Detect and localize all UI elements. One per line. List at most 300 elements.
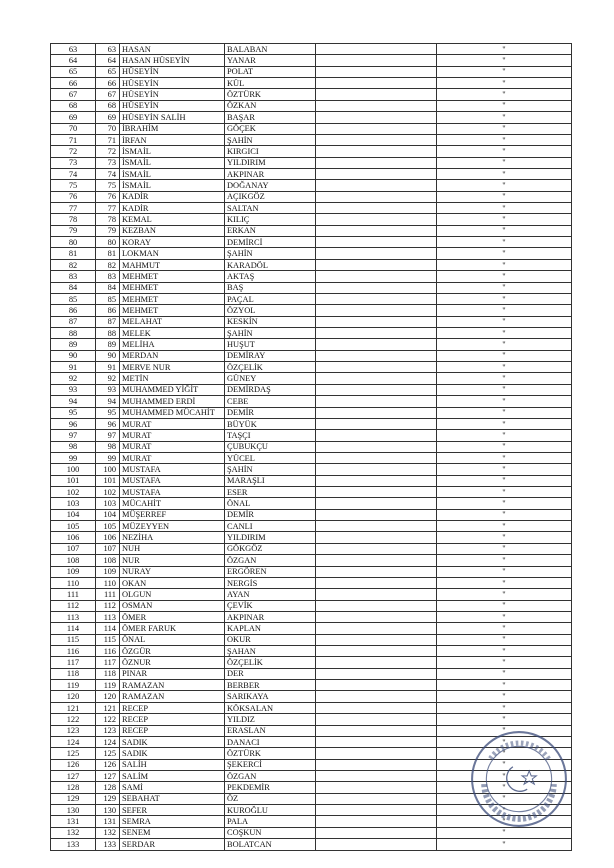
first-name-cell: MURAT bbox=[120, 418, 225, 429]
last-name-cell: YILDIZ bbox=[225, 714, 316, 725]
blank-cell bbox=[316, 384, 437, 395]
blank-cell bbox=[316, 521, 437, 532]
row-sub-number: 71 bbox=[96, 134, 120, 145]
ditto-mark-cell: " bbox=[437, 839, 572, 850]
table-row bbox=[51, 839, 572, 850]
ditto-mark-cell: " bbox=[437, 100, 572, 111]
ditto-mark-cell: " bbox=[437, 623, 572, 634]
blank-cell bbox=[316, 407, 437, 418]
row-sub-number: 114 bbox=[96, 623, 120, 634]
row-number: 118 bbox=[51, 668, 96, 679]
first-name-cell: OLGUN bbox=[120, 589, 225, 600]
row-sub-number: 74 bbox=[96, 168, 120, 179]
ditto-mark-cell: " bbox=[437, 89, 572, 100]
blank-cell bbox=[316, 146, 437, 157]
first-name-cell: SAMİ bbox=[120, 782, 225, 793]
last-name-cell: GÖÇEK bbox=[225, 123, 316, 134]
blank-cell bbox=[316, 464, 437, 475]
table-row bbox=[51, 464, 572, 475]
last-name-cell: DEMİRCİ bbox=[225, 237, 316, 248]
first-name-cell: RAMAZAN bbox=[120, 680, 225, 691]
first-name-cell: NUH bbox=[120, 543, 225, 554]
row-number: 96 bbox=[51, 418, 96, 429]
blank-cell bbox=[316, 452, 437, 463]
ditto-mark-cell: " bbox=[437, 78, 572, 89]
first-name-cell: İBRAHİM bbox=[120, 123, 225, 134]
blank-cell bbox=[316, 157, 437, 168]
table-body bbox=[51, 44, 572, 851]
last-name-cell: DEMİRDAŞ bbox=[225, 384, 316, 395]
ditto-mark-cell: " bbox=[437, 123, 572, 134]
blank-cell bbox=[316, 566, 437, 577]
blank-cell bbox=[316, 55, 437, 66]
table-row bbox=[51, 339, 572, 350]
table-row bbox=[51, 816, 572, 827]
ditto-mark-cell: " bbox=[437, 282, 572, 293]
row-number: 128 bbox=[51, 782, 96, 793]
ditto-mark-cell: " bbox=[437, 203, 572, 214]
table-row bbox=[51, 509, 572, 520]
first-name-cell: MELEK bbox=[120, 327, 225, 338]
ditto-mark-cell: " bbox=[437, 146, 572, 157]
first-name-cell: MUHAMMED MÜCAHİT bbox=[120, 407, 225, 418]
row-sub-number: 90 bbox=[96, 350, 120, 361]
row-sub-number: 116 bbox=[96, 646, 120, 657]
last-name-cell: BAŞ bbox=[225, 282, 316, 293]
row-number: 70 bbox=[51, 123, 96, 134]
ditto-mark-cell: " bbox=[437, 384, 572, 395]
table-row bbox=[51, 577, 572, 588]
blank-cell bbox=[316, 373, 437, 384]
blank-cell bbox=[316, 702, 437, 713]
row-number: 129 bbox=[51, 793, 96, 804]
first-name-cell: MELAHAT bbox=[120, 316, 225, 327]
row-sub-number: 83 bbox=[96, 271, 120, 282]
table-row bbox=[51, 157, 572, 168]
ditto-mark-cell: " bbox=[437, 112, 572, 123]
ditto-mark-cell: " bbox=[437, 657, 572, 668]
row-sub-number: 119 bbox=[96, 680, 120, 691]
ditto-mark-cell: " bbox=[437, 441, 572, 452]
ditto-mark-cell: " bbox=[437, 180, 572, 191]
row-number: 69 bbox=[51, 112, 96, 123]
first-name-cell: NURAY bbox=[120, 566, 225, 577]
last-name-cell: KAPLAN bbox=[225, 623, 316, 634]
blank-cell bbox=[316, 66, 437, 77]
row-number: 66 bbox=[51, 78, 96, 89]
first-name-cell: MURAT bbox=[120, 452, 225, 463]
table-row bbox=[51, 532, 572, 543]
table-row bbox=[51, 487, 572, 498]
first-name-cell: HÜSEYİN bbox=[120, 78, 225, 89]
last-name-cell: ÖZÇELİK bbox=[225, 657, 316, 668]
last-name-cell: KUROĞLU bbox=[225, 805, 316, 816]
ditto-mark-cell: " bbox=[437, 396, 572, 407]
row-number: 67 bbox=[51, 89, 96, 100]
row-sub-number: 73 bbox=[96, 157, 120, 168]
row-number: 98 bbox=[51, 441, 96, 452]
row-sub-number: 86 bbox=[96, 305, 120, 316]
last-name-cell: YILDIRIM bbox=[225, 157, 316, 168]
last-name-cell: AKPINAR bbox=[225, 168, 316, 179]
table-row bbox=[51, 396, 572, 407]
row-number: 80 bbox=[51, 237, 96, 248]
row-number: 87 bbox=[51, 316, 96, 327]
table-row bbox=[51, 112, 572, 123]
ditto-mark-cell: " bbox=[437, 362, 572, 373]
table-row bbox=[51, 691, 572, 702]
ditto-mark-cell: " bbox=[437, 191, 572, 202]
last-name-cell: DEMİRAY bbox=[225, 350, 316, 361]
blank-cell bbox=[316, 248, 437, 259]
table-row bbox=[51, 600, 572, 611]
first-name-cell: HASAN HÜSEYİN bbox=[120, 55, 225, 66]
row-sub-number: 127 bbox=[96, 771, 120, 782]
last-name-cell: MARAŞLI bbox=[225, 475, 316, 486]
last-name-cell: TAŞÇI bbox=[225, 430, 316, 441]
ditto-mark-cell: " bbox=[437, 430, 572, 441]
last-name-cell: ÇEVİK bbox=[225, 600, 316, 611]
table-row bbox=[51, 657, 572, 668]
row-sub-number: 124 bbox=[96, 736, 120, 747]
row-sub-number: 117 bbox=[96, 657, 120, 668]
table-row bbox=[51, 373, 572, 384]
table-row bbox=[51, 203, 572, 214]
last-name-cell: AKPINAR bbox=[225, 611, 316, 622]
row-number: 132 bbox=[51, 827, 96, 838]
blank-cell bbox=[316, 543, 437, 554]
row-sub-number: 108 bbox=[96, 555, 120, 566]
ditto-mark-cell: " bbox=[437, 487, 572, 498]
ditto-mark-cell: " bbox=[437, 407, 572, 418]
table-row bbox=[51, 521, 572, 532]
table-row bbox=[51, 714, 572, 725]
ditto-mark-cell: " bbox=[437, 748, 572, 759]
blank-cell bbox=[316, 191, 437, 202]
blank-cell bbox=[316, 430, 437, 441]
table-row bbox=[51, 475, 572, 486]
table-row bbox=[51, 555, 572, 566]
blank-cell bbox=[316, 725, 437, 736]
last-name-cell: NERGİS bbox=[225, 577, 316, 588]
table-row bbox=[51, 805, 572, 816]
first-name-cell: SALİM bbox=[120, 771, 225, 782]
table-row bbox=[51, 543, 572, 554]
row-number: 90 bbox=[51, 350, 96, 361]
row-sub-number: 113 bbox=[96, 611, 120, 622]
table-row bbox=[51, 66, 572, 77]
first-name-cell: MÜZEYYEN bbox=[120, 521, 225, 532]
row-number: 65 bbox=[51, 66, 96, 77]
last-name-cell: ERASLAN bbox=[225, 725, 316, 736]
first-name-cell: OKAN bbox=[120, 577, 225, 588]
table-row bbox=[51, 418, 572, 429]
blank-cell bbox=[316, 748, 437, 759]
first-name-cell: ÖZNUR bbox=[120, 657, 225, 668]
ditto-mark-cell: " bbox=[437, 759, 572, 770]
row-sub-number: 106 bbox=[96, 532, 120, 543]
last-name-cell: ÖZGAN bbox=[225, 771, 316, 782]
ditto-mark-cell: " bbox=[437, 736, 572, 747]
blank-cell bbox=[316, 180, 437, 191]
blank-cell bbox=[316, 577, 437, 588]
row-number: 123 bbox=[51, 725, 96, 736]
ditto-mark-cell: " bbox=[437, 680, 572, 691]
row-number: 121 bbox=[51, 702, 96, 713]
last-name-cell: ÖZTÜRK bbox=[225, 89, 316, 100]
first-name-cell: MERVE NUR bbox=[120, 362, 225, 373]
ditto-mark-cell: " bbox=[437, 339, 572, 350]
row-sub-number: 78 bbox=[96, 214, 120, 225]
ditto-mark-cell: " bbox=[437, 555, 572, 566]
blank-cell bbox=[316, 816, 437, 827]
ditto-mark-cell: " bbox=[437, 214, 572, 225]
row-number: 131 bbox=[51, 816, 96, 827]
first-name-cell: MEHMET bbox=[120, 282, 225, 293]
last-name-cell: SARIKAYA bbox=[225, 691, 316, 702]
ditto-mark-cell: " bbox=[437, 259, 572, 270]
ditto-mark-cell: " bbox=[437, 532, 572, 543]
row-number: 78 bbox=[51, 214, 96, 225]
table-row bbox=[51, 89, 572, 100]
blank-cell bbox=[316, 396, 437, 407]
row-sub-number: 63 bbox=[96, 44, 120, 55]
ditto-mark-cell: " bbox=[437, 498, 572, 509]
row-sub-number: 110 bbox=[96, 577, 120, 588]
blank-cell bbox=[316, 100, 437, 111]
ditto-mark-cell: " bbox=[437, 691, 572, 702]
blank-cell bbox=[316, 600, 437, 611]
blank-cell bbox=[316, 657, 437, 668]
last-name-cell: KIRGICI bbox=[225, 146, 316, 157]
row-number: 116 bbox=[51, 646, 96, 657]
first-name-cell: MUSTAFA bbox=[120, 487, 225, 498]
blank-cell bbox=[316, 123, 437, 134]
blank-cell bbox=[316, 441, 437, 452]
blank-cell bbox=[316, 214, 437, 225]
row-number: 84 bbox=[51, 282, 96, 293]
row-sub-number: 131 bbox=[96, 816, 120, 827]
last-name-cell: DANACI bbox=[225, 736, 316, 747]
row-sub-number: 67 bbox=[96, 89, 120, 100]
last-name-cell: CANLI bbox=[225, 521, 316, 532]
row-sub-number: 91 bbox=[96, 362, 120, 373]
last-name-cell: ÖZ bbox=[225, 793, 316, 804]
row-number: 85 bbox=[51, 293, 96, 304]
table-row bbox=[51, 191, 572, 202]
last-name-cell: OKUR bbox=[225, 634, 316, 645]
blank-cell bbox=[316, 203, 437, 214]
first-name-cell: İSMAİL bbox=[120, 180, 225, 191]
table-row bbox=[51, 259, 572, 270]
ditto-mark-cell: " bbox=[437, 327, 572, 338]
last-name-cell: KESKİN bbox=[225, 316, 316, 327]
blank-cell bbox=[316, 793, 437, 804]
blank-cell bbox=[316, 475, 437, 486]
ditto-mark-cell: " bbox=[437, 521, 572, 532]
last-name-cell: ÖZÇELİK bbox=[225, 362, 316, 373]
last-name-cell: ÖZYOL bbox=[225, 305, 316, 316]
first-name-cell: KADİR bbox=[120, 203, 225, 214]
first-name-cell: MAHMUT bbox=[120, 259, 225, 270]
first-name-cell: MUHAMMED YİĞİT bbox=[120, 384, 225, 395]
blank-cell bbox=[316, 89, 437, 100]
row-number: 113 bbox=[51, 611, 96, 622]
ditto-mark-cell: " bbox=[437, 373, 572, 384]
blank-cell bbox=[316, 316, 437, 327]
ditto-mark-cell: " bbox=[437, 55, 572, 66]
row-number: 110 bbox=[51, 577, 96, 588]
last-name-cell: ÇUBUKÇU bbox=[225, 441, 316, 452]
row-number: 74 bbox=[51, 168, 96, 179]
row-sub-number: 128 bbox=[96, 782, 120, 793]
first-name-cell: NUR bbox=[120, 555, 225, 566]
blank-cell bbox=[316, 736, 437, 747]
first-name-cell: MUSTAFA bbox=[120, 464, 225, 475]
row-sub-number: 126 bbox=[96, 759, 120, 770]
ditto-mark-cell: " bbox=[437, 271, 572, 282]
blank-cell bbox=[316, 759, 437, 770]
table-row bbox=[51, 362, 572, 373]
last-name-cell: YÜCEL bbox=[225, 452, 316, 463]
ditto-mark-cell: " bbox=[437, 225, 572, 236]
ditto-mark-cell: " bbox=[437, 134, 572, 145]
first-name-cell: İSMAİL bbox=[120, 168, 225, 179]
ditto-mark-cell: " bbox=[437, 44, 572, 55]
blank-cell bbox=[316, 271, 437, 282]
table-row bbox=[51, 146, 572, 157]
ditto-mark-cell: " bbox=[437, 634, 572, 645]
first-name-cell: SEBAHAT bbox=[120, 793, 225, 804]
ditto-mark-cell: " bbox=[437, 305, 572, 316]
table-row bbox=[51, 305, 572, 316]
first-name-cell: MEHMET bbox=[120, 271, 225, 282]
first-name-cell: MEHMET bbox=[120, 305, 225, 316]
first-name-cell: HÜSEYİN bbox=[120, 66, 225, 77]
row-sub-number: 65 bbox=[96, 66, 120, 77]
blank-cell bbox=[316, 487, 437, 498]
table-row bbox=[51, 452, 572, 463]
row-sub-number: 120 bbox=[96, 691, 120, 702]
first-name-cell: MUHAMMED ERDİ bbox=[120, 396, 225, 407]
last-name-cell: ŞAHİN bbox=[225, 464, 316, 475]
row-number: 76 bbox=[51, 191, 96, 202]
last-name-cell: ŞAHİN bbox=[225, 248, 316, 259]
last-name-cell: ESER bbox=[225, 487, 316, 498]
blank-cell bbox=[316, 168, 437, 179]
table-row bbox=[51, 327, 572, 338]
blank-cell bbox=[316, 293, 437, 304]
blank-cell bbox=[316, 555, 437, 566]
last-name-cell: POLAT bbox=[225, 66, 316, 77]
table-row bbox=[51, 271, 572, 282]
blank-cell bbox=[316, 680, 437, 691]
row-sub-number: 95 bbox=[96, 407, 120, 418]
ditto-mark-cell: " bbox=[437, 600, 572, 611]
table-row bbox=[51, 702, 572, 713]
last-name-cell: ÖZGAN bbox=[225, 555, 316, 566]
row-sub-number: 112 bbox=[96, 600, 120, 611]
last-name-cell: KILIÇ bbox=[225, 214, 316, 225]
ditto-mark-cell: " bbox=[437, 464, 572, 475]
blank-cell bbox=[316, 282, 437, 293]
blank-cell bbox=[316, 498, 437, 509]
first-name-cell: ÖMER FARUK bbox=[120, 623, 225, 634]
ditto-mark-cell: " bbox=[437, 66, 572, 77]
first-name-cell: SENEM bbox=[120, 827, 225, 838]
row-number: 71 bbox=[51, 134, 96, 145]
ditto-mark-cell: " bbox=[437, 702, 572, 713]
row-sub-number: 104 bbox=[96, 509, 120, 520]
ditto-mark-cell: " bbox=[437, 577, 572, 588]
table-row bbox=[51, 623, 572, 634]
ditto-mark-cell: " bbox=[437, 782, 572, 793]
row-sub-number: 102 bbox=[96, 487, 120, 498]
first-name-cell: SADIK bbox=[120, 748, 225, 759]
last-name-cell: GÖKGÖZ bbox=[225, 543, 316, 554]
blank-cell bbox=[316, 623, 437, 634]
row-number: 63 bbox=[51, 44, 96, 55]
last-name-cell: GÜNEY bbox=[225, 373, 316, 384]
first-name-cell: KEMAL bbox=[120, 214, 225, 225]
blank-cell bbox=[316, 44, 437, 55]
table-row bbox=[51, 407, 572, 418]
document-page bbox=[50, 43, 572, 851]
last-name-cell: HUŞUT bbox=[225, 339, 316, 350]
row-sub-number: 125 bbox=[96, 748, 120, 759]
row-number: 117 bbox=[51, 657, 96, 668]
last-name-cell: DEMİR bbox=[225, 509, 316, 520]
table-row bbox=[51, 430, 572, 441]
last-name-cell: AYAN bbox=[225, 589, 316, 600]
row-sub-number: 75 bbox=[96, 180, 120, 191]
table-row bbox=[51, 293, 572, 304]
row-sub-number: 84 bbox=[96, 282, 120, 293]
ditto-mark-cell: " bbox=[437, 157, 572, 168]
ditto-mark-cell: " bbox=[437, 589, 572, 600]
table-row bbox=[51, 566, 572, 577]
first-name-cell: RECEP bbox=[120, 714, 225, 725]
table-row bbox=[51, 100, 572, 111]
row-number: 81 bbox=[51, 248, 96, 259]
first-name-cell: MERDAN bbox=[120, 350, 225, 361]
row-sub-number: 121 bbox=[96, 702, 120, 713]
last-name-cell: PAÇAL bbox=[225, 293, 316, 304]
table-row bbox=[51, 225, 572, 236]
blank-cell bbox=[316, 668, 437, 679]
blank-cell bbox=[316, 259, 437, 270]
blank-cell bbox=[316, 134, 437, 145]
last-name-cell: ÖZTÜRK bbox=[225, 748, 316, 759]
first-name-cell: MÜŞERREF bbox=[120, 509, 225, 520]
last-name-cell: BERBER bbox=[225, 680, 316, 691]
first-name-cell: RAMAZAN bbox=[120, 691, 225, 702]
row-sub-number: 94 bbox=[96, 396, 120, 407]
row-number: 94 bbox=[51, 396, 96, 407]
first-name-cell: KADİR bbox=[120, 191, 225, 202]
last-name-cell: ÖNAL bbox=[225, 498, 316, 509]
row-sub-number: 87 bbox=[96, 316, 120, 327]
blank-cell bbox=[316, 362, 437, 373]
ditto-mark-cell: " bbox=[437, 611, 572, 622]
ditto-mark-cell: " bbox=[437, 237, 572, 248]
row-sub-number: 130 bbox=[96, 805, 120, 816]
row-number: 68 bbox=[51, 100, 96, 111]
last-name-cell: SALTAN bbox=[225, 203, 316, 214]
row-sub-number: 132 bbox=[96, 827, 120, 838]
first-name-cell: İRFAN bbox=[120, 134, 225, 145]
last-name-cell: ŞAHİN bbox=[225, 327, 316, 338]
